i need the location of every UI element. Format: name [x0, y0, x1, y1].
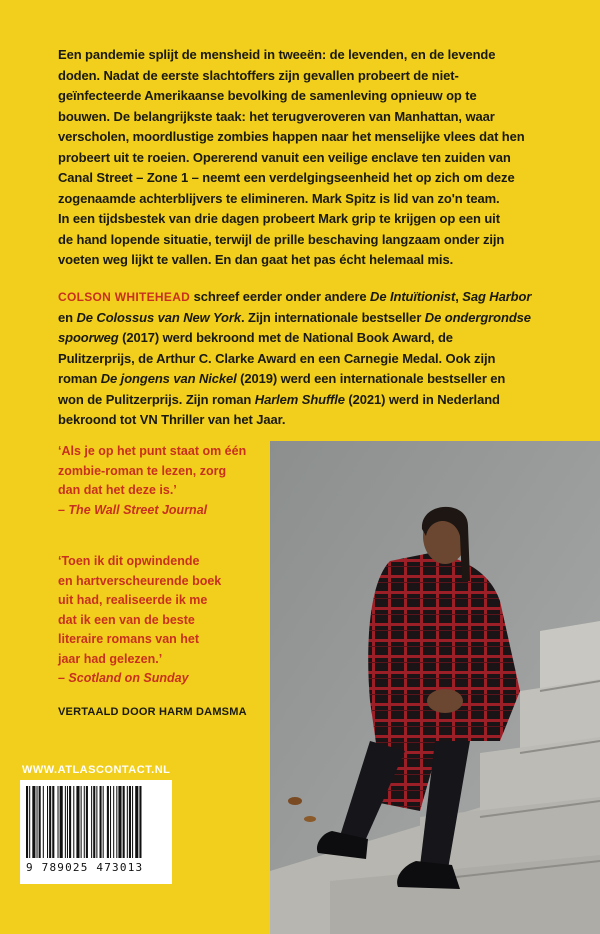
bio-text: roman [58, 371, 101, 386]
barcode-bar [58, 786, 59, 858]
blurb-line: zogenaamde achterblijvers te elimineren. Mark Spitz is lid van zo'n team. [58, 190, 500, 206]
barcode-bar [43, 786, 44, 858]
bio-text: , [455, 289, 463, 304]
publisher-website: WWW.ATLASCONTACT.NL [22, 764, 171, 776]
barcode-bar [39, 786, 41, 858]
bio-line: bekroond tot VN Thriller van het Jaar. [58, 412, 286, 427]
bio-text: . Zijn internationale bestseller [240, 309, 425, 325]
barcode-bar [47, 786, 48, 858]
quote-source: – Scotland on Sunday [58, 671, 189, 685]
barcode-bar [91, 786, 92, 858]
blurb-line: In een tijdsbestek van drie dagen probeert Mark grip te krijgen op een uit [58, 211, 500, 226]
quote-line: dat ik een van de beste [58, 612, 195, 627]
barcode-bar [118, 786, 121, 858]
barcode-bar [65, 786, 66, 858]
barcode [20, 780, 172, 884]
bio-line [58, 328, 558, 349]
barcode-bar [103, 786, 104, 858]
bio-text: (2021) werd in Nederland [344, 391, 500, 407]
barcode-bars [26, 786, 166, 858]
barcode-bar [60, 786, 63, 858]
barcode-bar [37, 786, 38, 858]
book-title: De ondergrondse [424, 309, 531, 325]
blurb-line: geïnfecteerde Amerikaanse bevolking de samenleving opnieuw op te [58, 88, 477, 103]
barcode-bar [100, 786, 102, 858]
barcode-bar [84, 786, 85, 858]
barcode-bar [32, 786, 35, 858]
blurb-line: probeert uit te roeien. Opererend vanuit een veilige enclave ten zuiden van [58, 149, 511, 165]
press-quote [58, 552, 268, 689]
bio-line: Pulitzerprijs, de Arthur C. Clarke Award en een Carnegie Medal. Ook zijn [58, 350, 496, 366]
bio-text: schreef eerder onder andere [190, 289, 371, 304]
barcode-bar [135, 786, 138, 858]
book-title: Harlem Shuffle [254, 391, 345, 407]
book-title: Sag Harbor [462, 289, 532, 304]
blurb-paragraph [58, 45, 558, 271]
quote-line: ‘Toen ik dit opwindende [58, 554, 200, 568]
author-photo [270, 441, 600, 934]
blurb-line: Canal Street – Zone 1 – neemt een verdelgingseenheid het op zich om deze [58, 170, 515, 185]
bio-text: won de Pulitzerprijs. Zijn roman [58, 391, 255, 407]
book-title: De Colossus van New York [76, 309, 241, 325]
quote-line: zombie-roman te lezen, zorg [58, 463, 227, 478]
barcode-bar [127, 786, 128, 858]
blurb-line: de hand lopende situatie, terwijl de prille beschaving langzaam onder zijn [58, 231, 505, 247]
book-title: spoorweg [58, 330, 119, 345]
quote-source: – The Wall Street Journal [58, 502, 208, 517]
blurb-line: voeten weg lijkt te vallen. En dan gaat het pas écht helemaal mis. [58, 252, 454, 267]
quote-line: uit had, realiseerde ik me [58, 593, 208, 607]
barcode-bar [132, 786, 133, 858]
quote-line: en hartverscheurende boek [58, 573, 222, 588]
barcode-bar [86, 786, 88, 858]
quote-line: jaar had gelezen.’ [58, 651, 163, 666]
press-quote [58, 442, 268, 520]
blurb-line: bouwen. De belangrijkste taak: het terugveroveren van Manhattan, waar [58, 108, 495, 124]
barcode-bar [76, 786, 79, 858]
blurb-line: Een pandemie splijt de mensheid in tweeën: de levenden, en de levende [58, 47, 496, 62]
bio-line [58, 308, 558, 329]
barcode-bar [73, 786, 74, 858]
translator-credit: VERTAALD DOOR HARM DAMSMA [58, 706, 247, 718]
barcode-bar [69, 786, 71, 858]
barcode-bar [129, 786, 131, 858]
barcode-bar [107, 786, 109, 858]
barcode-bar [113, 786, 114, 858]
isbn-number: 9 789025 473013 [26, 861, 144, 874]
barcode-bar [26, 786, 28, 858]
author-bio [58, 287, 558, 431]
barcode-bar [96, 786, 97, 858]
barcode-bar [123, 786, 125, 858]
book-title: De Intuïtionist [370, 289, 456, 304]
author-name: COLSON WHITEHEAD [58, 290, 191, 304]
barcode-bar [139, 786, 141, 858]
blurb-line: verscholen, moordlustige zombies happen naar het menselijke vlees dat hen [58, 129, 525, 144]
barcode-bar [110, 786, 111, 858]
bio-line [58, 390, 558, 411]
bio-line [58, 287, 558, 308]
bio-text: (2017) werd bekroond met de National Book Award, de [118, 330, 453, 345]
book-title: De jongens van Nickel [100, 371, 237, 386]
barcode-bar [52, 786, 54, 858]
bio-line [58, 369, 558, 390]
barcode-bar [116, 786, 117, 858]
barcode-bar [93, 786, 95, 858]
quote-line: literaire romans van het [58, 632, 200, 646]
barcode-bar [29, 786, 30, 858]
quote-line: ‘Als je op het punt staat om één [58, 444, 247, 458]
barcode-bar [49, 786, 51, 858]
barcode-bar [81, 786, 82, 858]
barcode-bar [67, 786, 68, 858]
bio-text: en [58, 309, 77, 325]
bio-text: (2019) werd een internationale bestseller en [236, 371, 506, 386]
blurb-line: doden. Nadat de eerste slachtoffers zijn gevallen probeert de niet- [58, 67, 459, 83]
quote-line: dan dat het deze is.’ [58, 483, 177, 497]
